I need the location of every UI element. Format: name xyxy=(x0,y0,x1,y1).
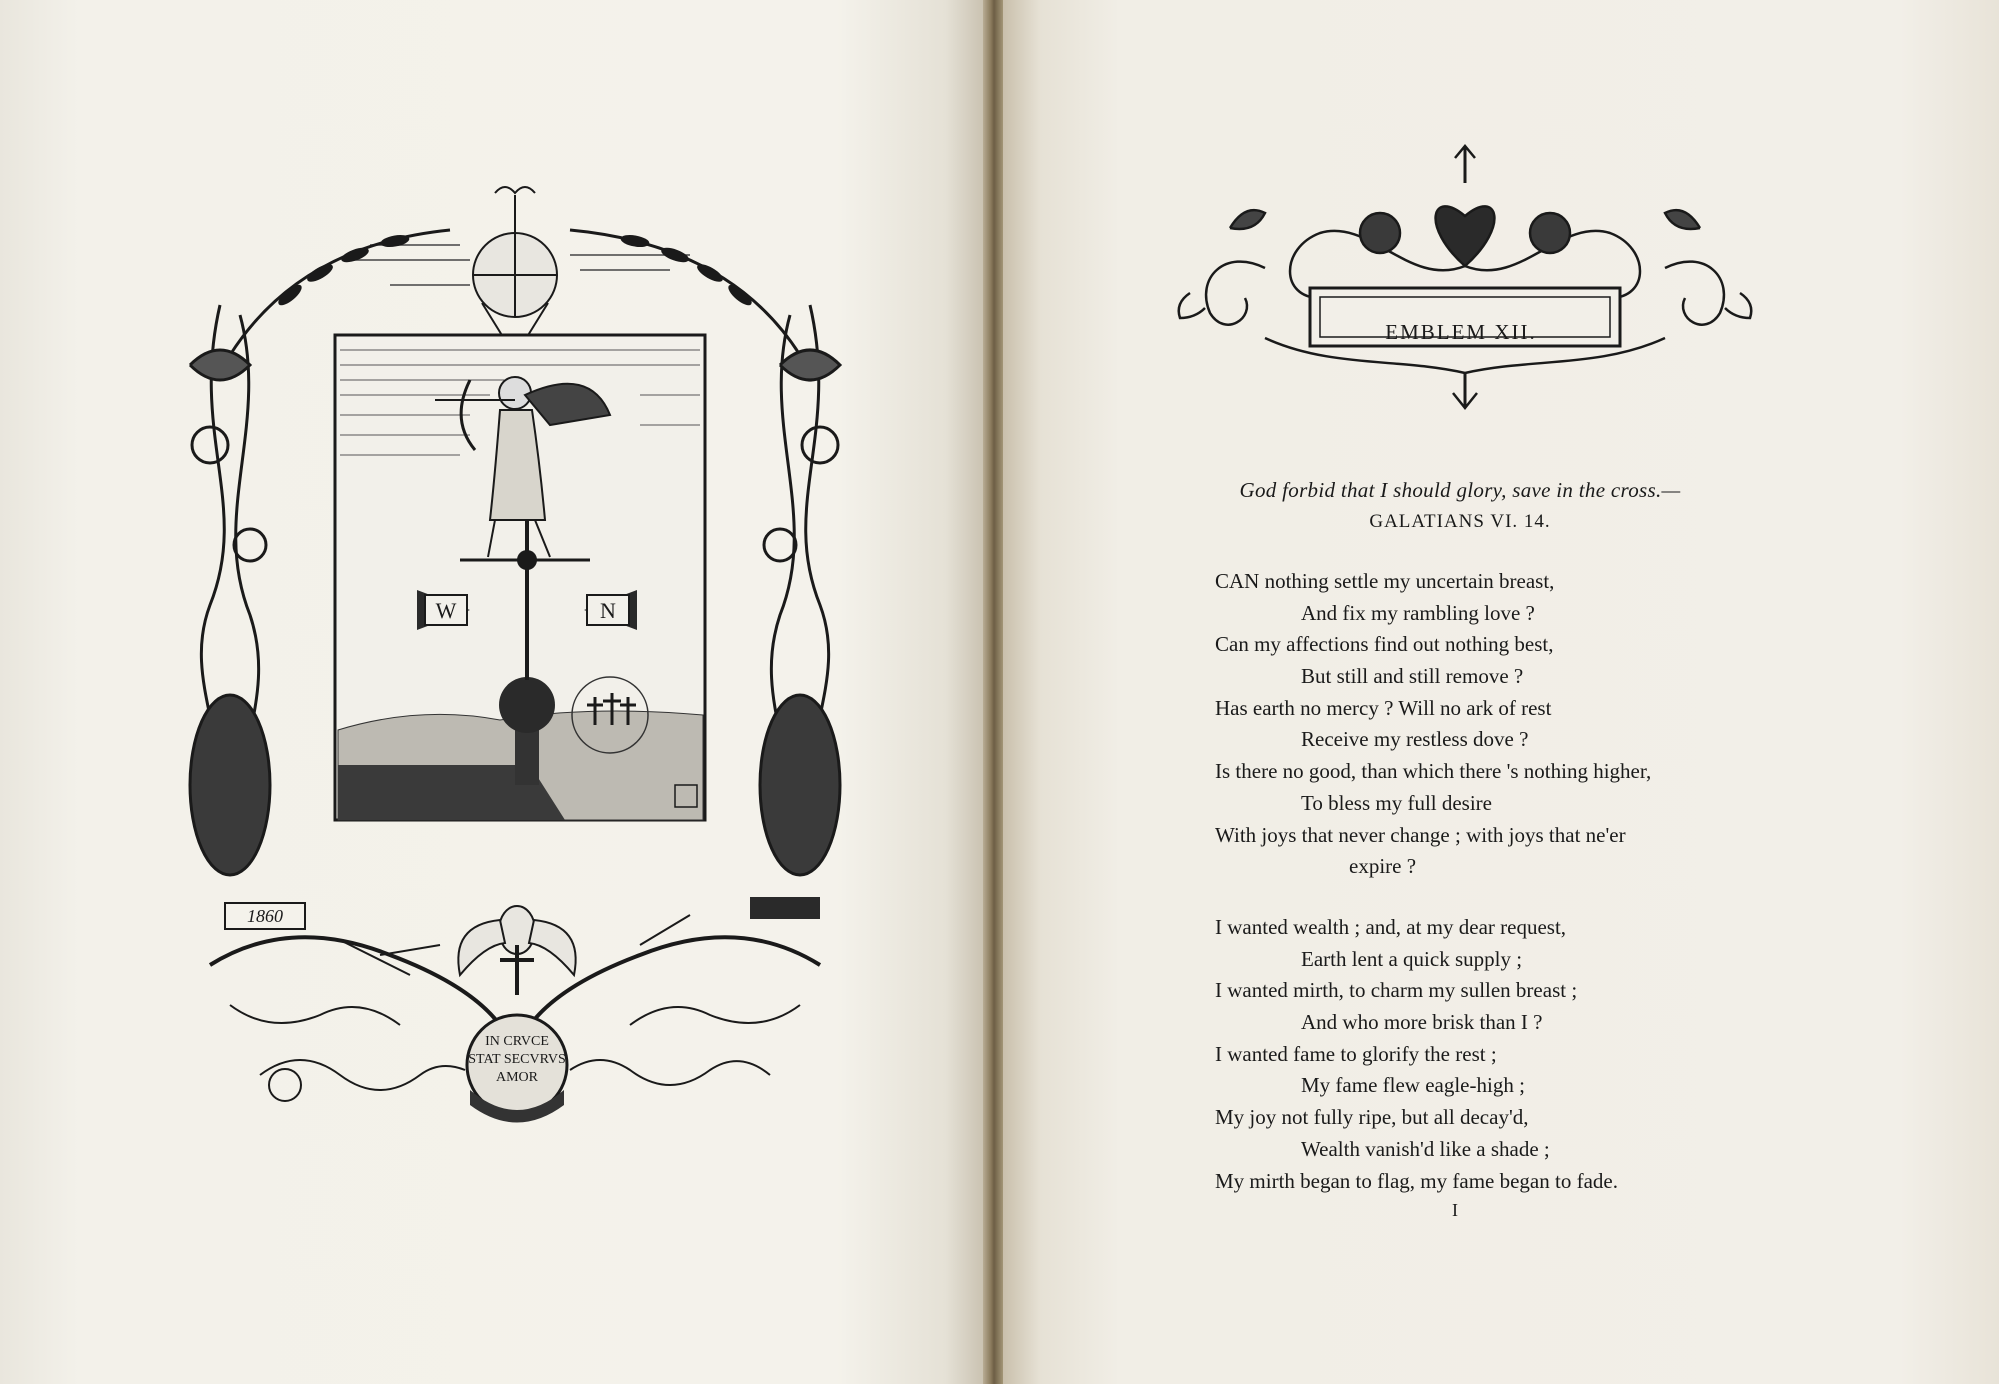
bottom-ornament xyxy=(210,906,820,1123)
emblem-title: EMBLEM XII. xyxy=(1385,320,1537,344)
poem-line: To bless my full desire xyxy=(1301,790,1492,815)
dove-icon xyxy=(458,906,575,995)
motto-line-2: STAT SECVRVS xyxy=(468,1052,566,1067)
poem-line: I wanted fame to glorify the rest ; xyxy=(1215,1041,1497,1066)
poem-line: Wealth vanish'd like a shade ; xyxy=(1301,1136,1550,1161)
heart-icon xyxy=(1436,206,1495,266)
poem-line: And fix my rambling love ? xyxy=(1301,600,1535,625)
right-plaque xyxy=(750,897,820,919)
poem-line: expire ? xyxy=(1349,854,1417,879)
engraving-svg xyxy=(170,185,860,1145)
poem-line: Can my affections find out nothing best, xyxy=(1215,632,1554,657)
poem-line: My mirth began to flag, my fame began to fade. xyxy=(1215,1168,1618,1193)
motto-line-1: IN CRVCE xyxy=(485,1034,549,1049)
poem-line: But still and still remove ? xyxy=(1301,664,1524,689)
book-gutter xyxy=(983,0,1003,1384)
poem-line: With joys that never change ; with joys that ne'er xyxy=(1215,822,1626,847)
poem-line: CAN nothing settle my uncertain breast, xyxy=(1215,569,1555,593)
page-number: I xyxy=(1452,1200,1458,1220)
poem-line: My joy not fully ripe, but all decay'd, xyxy=(1215,1105,1529,1130)
poem-line: I wanted mirth, to charm my sullen breast ; xyxy=(1215,978,1578,1003)
poem-line: Is there no good, than which there 's nothing higher, xyxy=(1215,759,1652,784)
poem-line: And who more brisk than I ? xyxy=(1301,1010,1543,1035)
vane-letter-n: N xyxy=(600,598,616,623)
year-plaque xyxy=(225,903,305,929)
central-picture xyxy=(335,335,705,820)
poem-line: Earth lent a quick supply ; xyxy=(1301,946,1523,971)
poem-line: I wanted wealth ; and, at my dear request, xyxy=(1215,915,1567,939)
vane-letter-w: W xyxy=(435,598,457,623)
poem-line: My fame flew eagle-high ; xyxy=(1301,1073,1525,1098)
headpiece-svg xyxy=(1170,138,1760,413)
poem-stanza-2 xyxy=(1215,912,1815,1197)
emblem-headpiece xyxy=(1170,138,1760,413)
poem-line: Has earth no mercy ? Will no ark of rest xyxy=(1215,695,1552,720)
poem-stanza-1 xyxy=(1215,566,1815,883)
epigraph: God forbid that I should glory, save in the cross.— xyxy=(1239,478,1681,502)
poem-line: Receive my restless dove ? xyxy=(1301,727,1529,752)
year-plaque-text: 1860 xyxy=(247,906,283,926)
epigraph-reference: GALATIANS VI. 14. xyxy=(1369,511,1551,532)
emblem-illustration xyxy=(170,185,860,1145)
motto-line-3: AMOR xyxy=(495,1070,539,1085)
